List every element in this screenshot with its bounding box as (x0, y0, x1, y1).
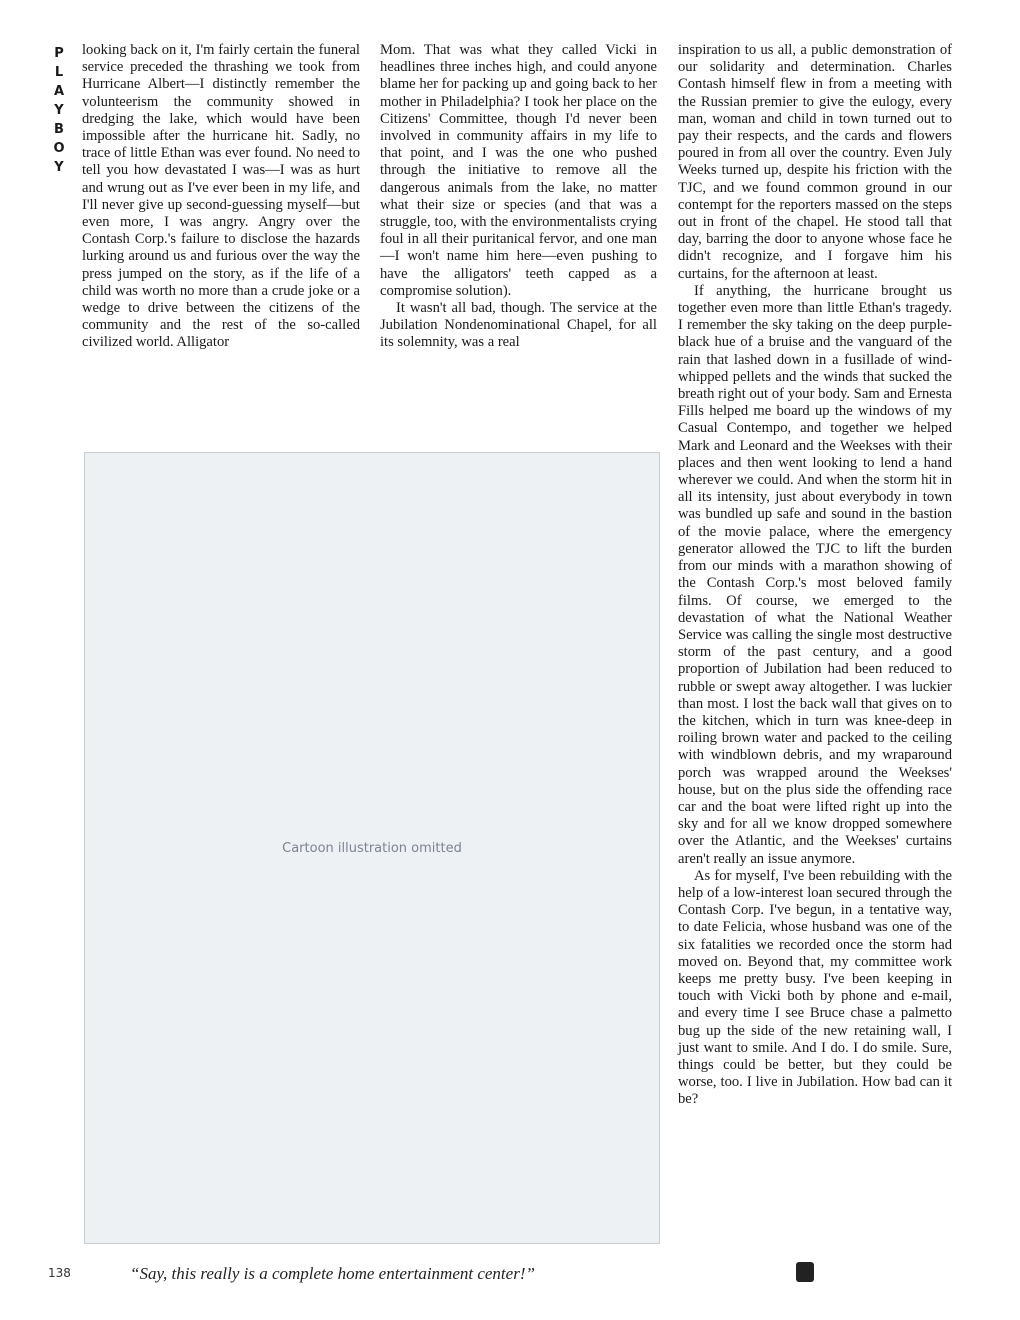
brand-letter: L (54, 65, 64, 80)
page-number: 138 (48, 1266, 71, 1280)
brand-letter: Y (54, 103, 64, 118)
article-paragraph: If anything, the hurricane brought us together even more than little Ethan's tragedy. I remember the sky taking on the deep purple-black hue of a bruise and the vanguard of the rain that lashed down in a fusillade of wind-whipped pellets and the winds that sucked the breath right out of your body. Sam and Ernesta Fills helped me board up the windows of my Casual Contempo, and together we helped Mark and Leonard and the Weekses with their places and then went looking to lend a hand wherever we could. And when the storm hit in all its intensity, just about everybody in town was bundled up safe and sound in the bastion of the movie palace, where the emergency generator allowed the TJC to lift the burden from our minds with a marathon showing of the Contash Corp.'s most beloved family films. Of course, we emerged to the devastation of what the National Weather Service was calling the single most destructive storm of the past century, and a good proportion of Jubilation had been reduced to rubble or swept away altogether. I was luckier than most. I lost the back wall that gives on to the kitchen, which in turn was knee-deep in roiling brown water and packed to the ceiling with windblown debris, and my wraparound porch was wrapped around the Weekses' house, but on the plus side the offending race car and the boat were lifted right up into the sky and for all we know dropped somewhere over the Atlantic, and the Weekses' curtains aren't really an issue anymore. (678, 282, 952, 867)
article-column-3 (678, 42, 952, 1109)
brand-letter: Y (54, 160, 64, 175)
brand-letter: B (54, 122, 64, 137)
article-paragraph: looking back on it, I'm fairly certain the funeral service preceded the thrashing we took from Hurricane Albert—I distinctly remember the volunteerism the community showed in dredging the lake, which would have been impossible after the hurricane hit. Sadly, no trace of little Ethan was ever found. No need to tell you how devastated I was—I was as hurt and wrung out as I've ever been in my life, and I'll never give up second-guessing myself—but even more, I was angry. Angry over the Contash Corp.'s failure to disclose the hazards lurking around us and furious over the way the press jumped on the story, as if the life of a child was worth no more than a crude joke or a wedge to drive between the citizens of the community and the rest of the so-called civilized world. Alligator (82, 42, 360, 351)
placeholder-note: Cartoon illustration omitted (282, 840, 462, 856)
brand-letter: O (53, 141, 65, 156)
article-column-1 (82, 42, 360, 352)
magazine-brand-vertical (48, 44, 70, 177)
cartoon-caption: “Say, this really is a complete home entertainment center!” (130, 1264, 535, 1283)
cartoon-placeholder (84, 452, 660, 1244)
rabbit-head-icon (796, 1262, 814, 1282)
article-paragraph: Mom. That was what they called Vicki in headlines three inches high, and could anyone blame her for packing up and going back to her mother in Philadelphia? I took her place on the Citizens' Committee, though I'd never been involved in community affairs in my life to that point, and I was the one who pushed through the initiative to remove all the dangerous animals from the lake, no matter what their size or species (and that was a struggle, too, with the environmentalists crying foul in all their puritanical fervor, and one man—I won't name him here—even pushing to have the alligators' teeth capped as a compromise solution). (380, 42, 657, 299)
brand-letter: P (54, 46, 64, 61)
brand-letter: A (53, 84, 65, 99)
article-paragraph: As for myself, I've been rebuilding with the help of a low-interest loan secured through the Contash Corp. I've begun, in a tentative way, to date Felicia, whose husband was one of the six fatalities we recorded once the storm had moved on. Beyond that, my committee work keeps me pretty busy. I've been keeping in touch with Vicki both by phone and e-mail, and every time I see Bruce chase a palmetto bug up the side of the new retaining wall, I just want to smile. And I do. I do smile. Sure, things could be better, but they could be worse, too. I live in Jubilation. How bad can it be? (678, 867, 952, 1108)
article-paragraph: It wasn't all bad, though. The service at the Jubilation Nondenominational Chapel, for all its solemnity, was a real (380, 300, 657, 351)
article-column-2 (380, 42, 657, 352)
article-paragraph: inspiration to us all, a public demonstration of our solidarity and determination. Charles Contash himself flew in from a meeting with the Russian premier to give the eulogy, every man, woman and child in town turned out to pay their respects, and the cards and flowers poured in from all over the country. Even July Weeks turned up, despite his friction with the TJC, and we found common ground in our contempt for the reporters massed on the steps out in front of the chapel. He stood tall that day, barring the door to anyone whose face he didn't recognize, and I forgave him his curtains, for the afternoon at least. (678, 42, 952, 282)
